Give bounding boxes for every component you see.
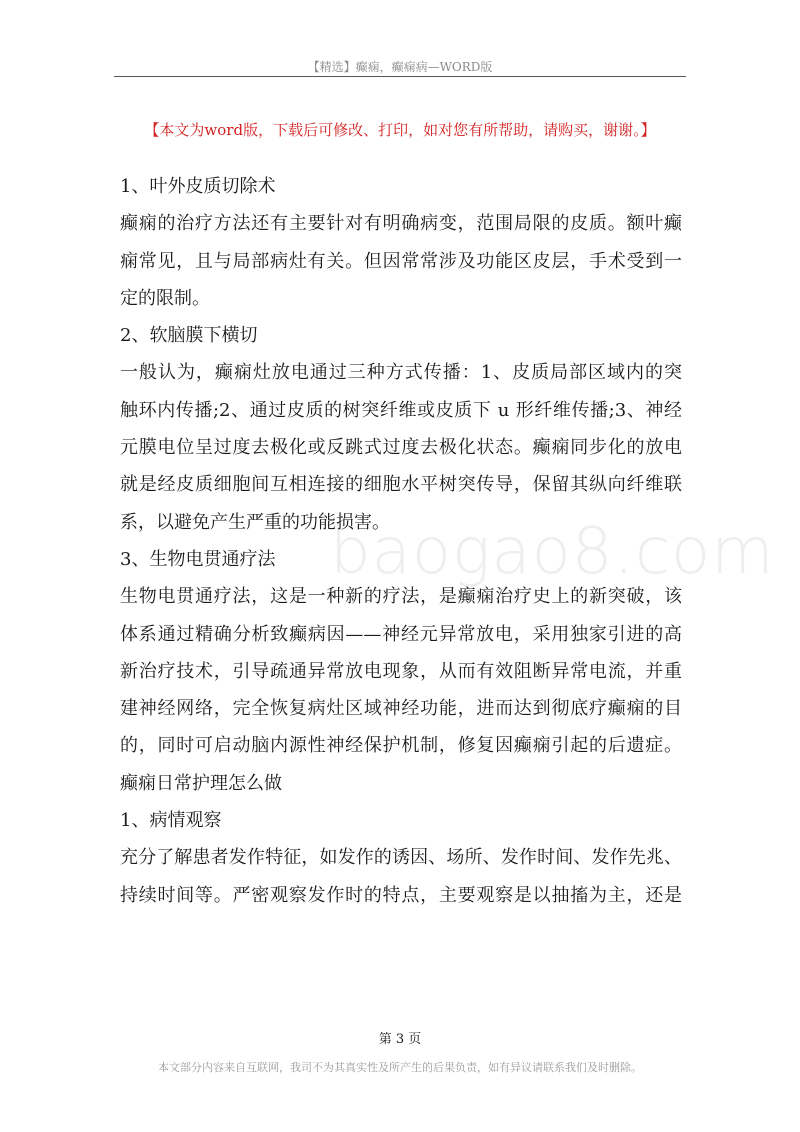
text-line: 持续时间等。严密观察发作时的特点，主要观察是以抽搐为主，还是 — [120, 884, 682, 906]
text-line: 体系通过精确分析致癫病因——神经元异常放电，采用独家引进的高 — [120, 623, 682, 645]
text-line: 就是经皮质细胞间互相连接的细胞水平树突传导，保留其纵向纤维联 — [120, 474, 682, 496]
text-line: 触环内传播;2、通过皮质的树突纤维或皮质下 u 形纤维传播;3、神经 — [120, 399, 682, 421]
text-line: 新治疗技术，引导疏通异常放电现象，从而有效阻断异常电流，并重 — [120, 660, 682, 682]
text-line: 建神经网络，完全恢复病灶区域神经功能，进而达到彻底疗癫痫的目 — [120, 698, 682, 720]
text-line: 一般认为，癫痫灶放电通过三种方式传播：1、皮质局部区域内的突 — [120, 362, 682, 384]
text-line: 充分了解患者发作特征，如发作的诱因、场所、发作时间、发作先兆、 — [120, 847, 682, 869]
text-line: 生物电贯通疗法，这是一种新的疗法，是癫痫治疗史上的新突破，该 — [120, 586, 682, 608]
text-line: 2、软脑膜下横切 — [120, 325, 258, 347]
text-line: 的，同时可启动脑内源性神经保护机制，修复因癫痫引起的后遗症。 — [120, 735, 682, 757]
download-notice: 【本文为word版，下载后可修改、打印，如对您有所帮助，请购买，谢谢。】 — [144, 121, 656, 139]
text-line: 元膜电位呈过度去极化或反跳式过度去极化状态。癫痫同步化的放电 — [120, 437, 682, 459]
text-line: 1、病情观察 — [120, 810, 222, 832]
header-divider — [114, 76, 686, 77]
page-number: 第 3 页 — [378, 1032, 422, 1047]
watermark: baogao8.com — [330, 515, 775, 589]
text-line: 1、叶外皮质切除术 — [120, 176, 276, 197]
text-line: 系，以避免产生严重的功能损害。 — [120, 511, 390, 533]
text-line: 痫常见，且与局部病灶有关。但因常常涉及功能区皮层，手术受到一 — [120, 250, 682, 272]
page-footer-disclaimer: 本文部分内容来自互联网，我司不为其真实性及所产生的后果负责，如有异议请联系我们及时删除。 — [158, 1061, 642, 1074]
text-line: 3、生物电贯通疗法 — [120, 548, 276, 570]
text-line: 癫痫的治疗方法还有主要针对有明确病变，范围局限的皮质。额叶癫 — [120, 213, 682, 235]
text-line: 癫痫日常护理怎么做 — [120, 772, 282, 794]
text-line: 定的限制。 — [120, 287, 210, 309]
page-header: 【精选】癫痫，癫痫病—WORD版 — [307, 60, 493, 74]
